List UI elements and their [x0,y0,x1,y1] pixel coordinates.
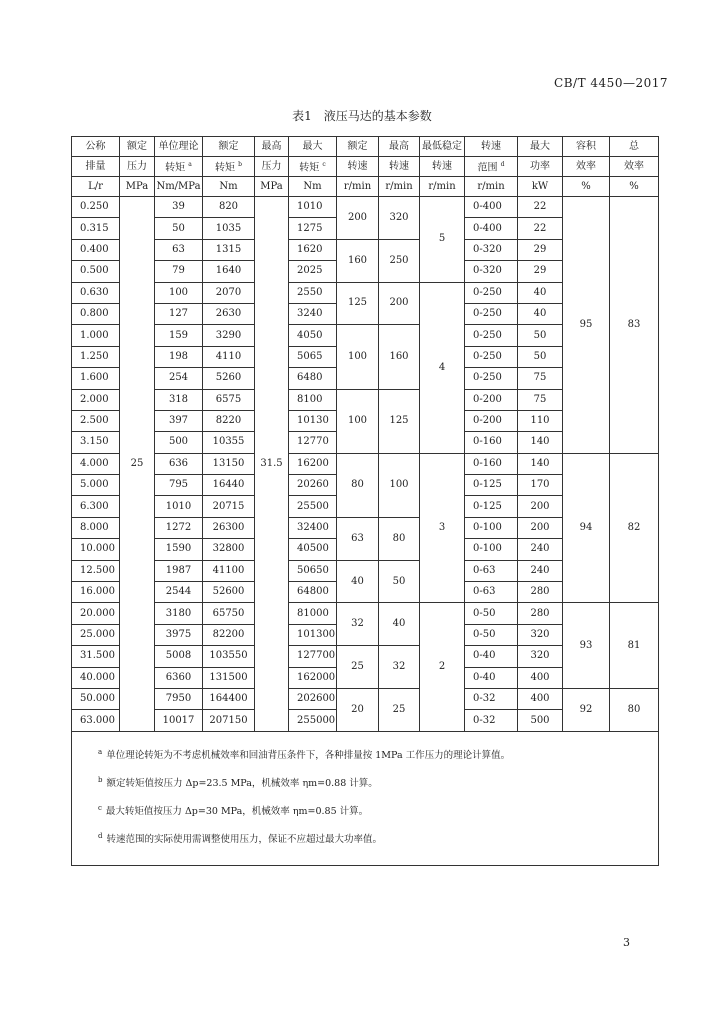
column-header: 总 [610,137,659,157]
column-header: MPa [120,177,155,197]
speed-range-cell: 0-250 [465,303,518,324]
max-speed-cell: 25 [379,688,420,731]
unit-torque-cell: 159 [155,325,203,346]
speed-range-cell: 0-40 [465,667,518,688]
max-power-cell: 140 [518,453,563,474]
max-power-cell: 280 [518,603,563,624]
column-header: 转矩 $^a$ [155,157,203,177]
max-torque-cell: 10130 [289,410,337,431]
rated-torque-cell: 6575 [203,389,255,410]
rated-torque-cell: 10355 [203,432,255,453]
total-efficiency-cell: 80 [610,688,659,731]
displacement-cell: 2.500 [72,410,120,431]
footnote [98,773,648,791]
max-torque-cell: 40500 [289,539,337,560]
min-stable-speed-cell: 3 [420,453,465,603]
rated-torque-cell: 8220 [203,410,255,431]
max-power-cell: 22 [518,218,563,239]
rated-speed-cell: 63 [337,517,379,560]
displacement-cell: 6.300 [72,496,120,517]
displacement-cell: 0.400 [72,239,120,260]
footnote [98,829,648,847]
header-row [72,137,659,157]
column-header: 转速 [420,157,465,177]
total-efficiency-cell: 82 [610,453,659,603]
displacement-cell: 8.000 [72,517,120,538]
speed-range-cell: 0-250 [465,368,518,389]
max-torque-cell: 20260 [289,475,337,496]
column-header: 压力 [120,157,155,177]
max-torque-cell: 3240 [289,303,337,324]
displacement-cell: 16.000 [72,582,120,603]
speed-range-cell: 0-40 [465,646,518,667]
rated-torque-cell: 820 [203,197,255,218]
motor-parameters-table [71,136,659,866]
displacement-cell: 2.000 [72,389,120,410]
displacement-cell: 0.315 [72,218,120,239]
column-header: 单位理论 [155,137,203,157]
column-header: 最高 [255,137,289,157]
column-header: Nm/MPa [155,177,203,197]
speed-range-cell: 0-100 [465,517,518,538]
speed-range-cell: 0-400 [465,197,518,218]
footnote-mark: b [238,161,243,169]
column-header: Nm [289,177,337,197]
footnote-mark: a [188,161,192,169]
table-row [72,603,659,624]
notes-row [72,731,659,866]
footnote-text: 转速范围的实际使用需调整使用压力，保证不应超过最大功率值。 [106,834,382,846]
column-header: 效率 [563,157,610,177]
unit-torque-cell: 500 [155,432,203,453]
column-header: 转速 [379,157,420,177]
rated-torque-cell: 82200 [203,624,255,645]
speed-range-cell: 0-50 [465,603,518,624]
min-stable-speed-cell: 4 [420,282,465,453]
displacement-cell: 31.500 [72,646,120,667]
column-header: 最低稳定 [420,137,465,157]
rated-torque-cell: 32800 [203,539,255,560]
unit-torque-cell: 636 [155,453,203,474]
volumetric-efficiency-cell: 93 [563,603,610,689]
rated-speed-cell: 40 [337,560,379,603]
unit-torque-cell: 3975 [155,624,203,645]
rated-speed-cell: 80 [337,453,379,517]
displacement-cell: 0.630 [72,282,120,303]
rated-torque-cell: 1640 [203,261,255,282]
unit-torque-cell: 3180 [155,603,203,624]
unit-torque-cell: 50 [155,218,203,239]
standard-code: CB/T 4450—2017 [554,76,668,90]
displacement-cell: 3.150 [72,432,120,453]
max-torque-cell: 25500 [289,496,337,517]
displacement-cell: 4.000 [72,453,120,474]
footnote-mark: d [500,161,505,169]
rated-speed-cell: 32 [337,603,379,646]
displacement-cell: 5.000 [72,475,120,496]
unit-torque-cell: 79 [155,261,203,282]
max-speed-cell: 80 [379,517,420,560]
rated-torque-cell: 164400 [203,688,255,709]
max-power-cell: 22 [518,197,563,218]
max-power-cell: 200 [518,517,563,538]
rated-speed-cell: 20 [337,688,379,731]
max-power-cell: 50 [518,346,563,367]
footnote-mark: c [322,161,326,169]
notes-cell [72,731,659,866]
footnote-mark: a [98,747,103,756]
table-header [72,137,659,197]
rated-speed-cell: 200 [337,197,379,240]
table-row [72,688,659,709]
speed-range-cell: 0-100 [465,539,518,560]
max-torque-cell: 202600 [289,688,337,709]
min-stable-speed-cell: 5 [420,197,465,283]
max-torque-cell: 2550 [289,282,337,303]
max-power-cell: 40 [518,282,563,303]
displacement-cell: 10.000 [72,539,120,560]
rated-torque-cell: 16440 [203,475,255,496]
rated-torque-cell: 2630 [203,303,255,324]
total-efficiency-cell: 81 [610,603,659,689]
column-header: 转矩 $^c$ [289,157,337,177]
max-power-cell: 75 [518,389,563,410]
displacement-cell: 20.000 [72,603,120,624]
page-number: 3 [623,936,630,949]
max-power-cell: 110 [518,410,563,431]
max-speed-cell: 50 [379,560,420,603]
speed-range-cell: 0-125 [465,496,518,517]
max-speed-cell: 32 [379,646,420,689]
column-header: 容积 [563,137,610,157]
column-header: % [610,177,659,197]
max-speed-cell: 320 [379,197,420,240]
max-torque-cell: 162000 [289,667,337,688]
column-header: 额定 [203,137,255,157]
rated-pressure-cell: 25 [120,197,155,732]
column-header: 公称 [72,137,120,157]
max-power-cell: 240 [518,560,563,581]
unit-torque-cell: 7950 [155,688,203,709]
max-power-cell: 400 [518,667,563,688]
table-row [72,197,659,218]
column-header: 范围 $^d$ [465,157,518,177]
speed-range-cell: 0-160 [465,432,518,453]
footnote-mark: d [98,832,103,841]
header-row [72,177,659,197]
column-header: 最大 [289,137,337,157]
column-header: 排量 [72,157,120,177]
max-power-cell: 280 [518,582,563,603]
displacement-cell: 0.250 [72,197,120,218]
rated-speed-cell: 125 [337,282,379,325]
unit-torque-cell: 10017 [155,710,203,731]
max-pressure-cell: 31.5 [255,197,289,732]
max-speed-cell: 250 [379,239,420,282]
max-torque-cell: 16200 [289,453,337,474]
max-power-cell: 29 [518,261,563,282]
max-power-cell: 170 [518,475,563,496]
max-torque-cell: 101300 [289,624,337,645]
max-torque-cell: 6480 [289,368,337,389]
rated-torque-cell: 52600 [203,582,255,603]
max-torque-cell: 1620 [289,239,337,260]
footnote-mark: b [98,775,103,784]
unit-torque-cell: 1590 [155,539,203,560]
speed-range-cell: 0-125 [465,475,518,496]
column-header: 功率 [518,157,563,177]
column-header: r/min [420,177,465,197]
max-power-cell: 140 [518,432,563,453]
rated-torque-cell: 1315 [203,239,255,260]
speed-range-cell: 0-63 [465,560,518,581]
rated-speed-cell: 160 [337,239,379,282]
unit-torque-cell: 39 [155,197,203,218]
unit-torque-cell: 795 [155,475,203,496]
displacement-cell: 1.600 [72,368,120,389]
speed-range-cell: 0-200 [465,410,518,431]
rated-torque-cell: 13150 [203,453,255,474]
column-header: 压力 [255,157,289,177]
column-header: 转速 [465,137,518,157]
volumetric-efficiency-cell: 95 [563,197,610,454]
max-torque-cell: 81000 [289,603,337,624]
rated-torque-cell: 207150 [203,710,255,731]
rated-torque-cell: 65750 [203,603,255,624]
displacement-cell: 0.800 [72,303,120,324]
rated-torque-cell: 103550 [203,646,255,667]
unit-torque-cell: 127 [155,303,203,324]
speed-range-cell: 0-320 [465,239,518,260]
volumetric-efficiency-cell: 94 [563,453,610,603]
speed-range-cell: 0-250 [465,346,518,367]
max-torque-cell: 50650 [289,560,337,581]
speed-range-cell: 0-250 [465,325,518,346]
max-speed-cell: 160 [379,325,420,389]
max-power-cell: 200 [518,496,563,517]
rated-torque-cell: 1035 [203,218,255,239]
table-body [72,197,659,866]
rated-torque-cell: 2070 [203,282,255,303]
footnote-text: 额定转矩值按压力 Δp=23.5 MPa，机械效率 ηm=0.88 计算。 [106,778,378,790]
column-header: r/min [465,177,518,197]
column-header: r/min [379,177,420,197]
header-row [72,157,659,177]
footnote-mark: c [98,804,102,813]
footnote [98,745,648,763]
speed-range-cell: 0-50 [465,624,518,645]
unit-torque-cell: 100 [155,282,203,303]
displacement-cell: 50.000 [72,688,120,709]
max-power-cell: 500 [518,710,563,731]
max-torque-cell: 64800 [289,582,337,603]
volumetric-efficiency-cell: 92 [563,688,610,731]
rated-torque-cell: 4110 [203,346,255,367]
unit-torque-cell: 5008 [155,646,203,667]
max-torque-cell: 127700 [289,646,337,667]
rated-torque-cell: 131500 [203,667,255,688]
max-power-cell: 50 [518,325,563,346]
max-speed-cell: 100 [379,453,420,517]
rated-torque-cell: 26300 [203,517,255,538]
footnote-text: 单位理论转矩为不考虑机械效率和回油背压条件下，各种排量按 1MPa 工作压力的理论计算值。 [106,749,511,761]
column-header: L/r [72,177,120,197]
max-power-cell: 320 [518,624,563,645]
max-torque-cell: 255000 [289,710,337,731]
rated-torque-cell: 41100 [203,560,255,581]
rated-torque-cell: 20715 [203,496,255,517]
max-power-cell: 40 [518,303,563,324]
speed-range-cell: 0-320 [465,261,518,282]
unit-torque-cell: 1010 [155,496,203,517]
column-header: 额定 [337,137,379,157]
unit-torque-cell: 63 [155,239,203,260]
unit-torque-cell: 2544 [155,582,203,603]
rated-speed-cell: 25 [337,646,379,689]
max-torque-cell: 5065 [289,346,337,367]
max-torque-cell: 2025 [289,261,337,282]
displacement-cell: 40.000 [72,667,120,688]
max-power-cell: 320 [518,646,563,667]
min-stable-speed-cell: 2 [420,603,465,731]
max-power-cell: 240 [518,539,563,560]
speed-range-cell: 0-400 [465,218,518,239]
column-header: 额定 [120,137,155,157]
max-speed-cell: 40 [379,603,420,646]
speed-range-cell: 0-32 [465,688,518,709]
displacement-cell: 0.500 [72,261,120,282]
rated-torque-cell: 5260 [203,368,255,389]
speed-range-cell: 0-250 [465,282,518,303]
footnote [98,801,648,819]
max-power-cell: 75 [518,368,563,389]
max-torque-cell: 8100 [289,389,337,410]
unit-torque-cell: 318 [155,389,203,410]
max-torque-cell: 32400 [289,517,337,538]
column-header: MPa [255,177,289,197]
max-power-cell: 29 [518,239,563,260]
displacement-cell: 25.000 [72,624,120,645]
max-power-cell: 400 [518,688,563,709]
displacement-cell: 12.500 [72,560,120,581]
column-header: 最高 [379,137,420,157]
max-speed-cell: 200 [379,282,420,325]
column-header: % [563,177,610,197]
column-header: 最大 [518,137,563,157]
max-torque-cell: 1275 [289,218,337,239]
footnote-text: 最大转矩值按压力 Δp=30 MPa，机械效率 ηm=0.85 计算。 [105,806,369,818]
rated-speed-cell: 100 [337,325,379,389]
column-header: 转速 [337,157,379,177]
displacement-cell: 1.250 [72,346,120,367]
displacement-cell: 63.000 [72,710,120,731]
unit-torque-cell: 6360 [155,667,203,688]
unit-torque-cell: 1272 [155,517,203,538]
speed-range-cell: 0-160 [465,453,518,474]
unit-torque-cell: 1987 [155,560,203,581]
table-caption: 表1 液压马达的基本参数 [292,109,432,123]
total-efficiency-cell: 83 [610,197,659,454]
speed-range-cell: 0-200 [465,389,518,410]
column-header: 转矩 $^b$ [203,157,255,177]
rated-torque-cell: 3290 [203,325,255,346]
column-header: 效率 [610,157,659,177]
displacement-cell: 1.000 [72,325,120,346]
max-torque-cell: 1010 [289,197,337,218]
max-torque-cell: 4050 [289,325,337,346]
table-row [72,453,659,474]
rated-speed-cell: 100 [337,389,379,453]
speed-range-cell: 0-32 [465,710,518,731]
unit-torque-cell: 254 [155,368,203,389]
speed-range-cell: 0-63 [465,582,518,603]
unit-torque-cell: 198 [155,346,203,367]
max-speed-cell: 125 [379,389,420,453]
column-header: Nm [203,177,255,197]
column-header: kW [518,177,563,197]
max-torque-cell: 12770 [289,432,337,453]
unit-torque-cell: 397 [155,410,203,431]
column-header: r/min [337,177,379,197]
